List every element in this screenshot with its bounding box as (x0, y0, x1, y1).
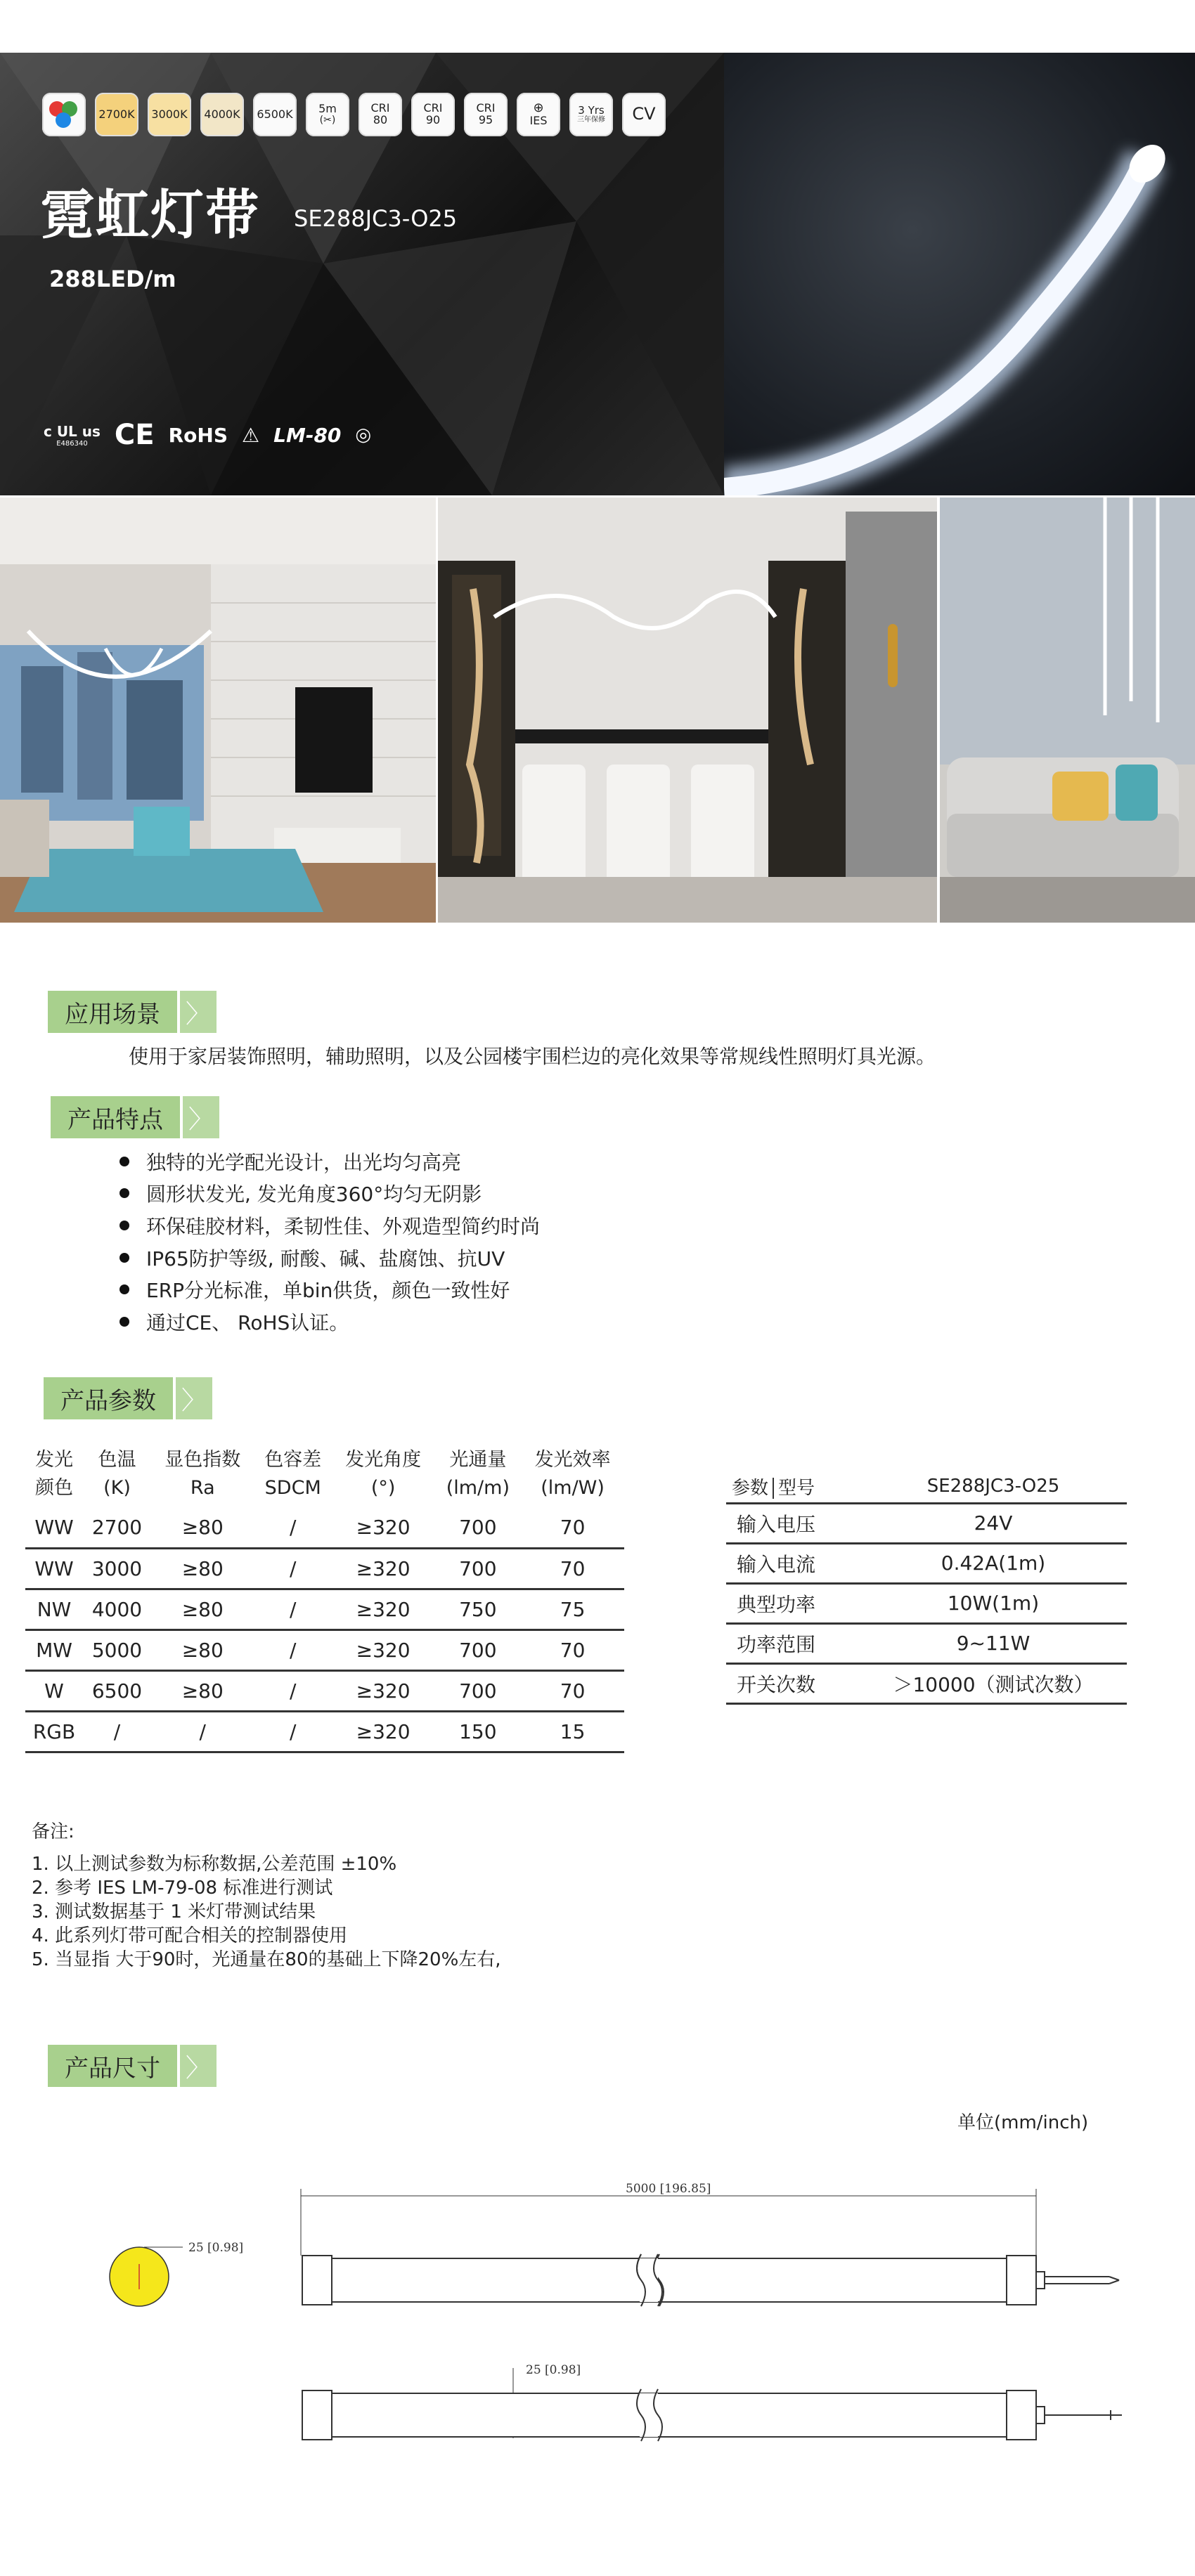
application-description: 使用于家居装饰照明，辅助照明，以及公园楼宇围栏边的亮化效果等常规线性照明灯具光源。 (129, 1045, 936, 1068)
table-cell: 700 (435, 1670, 522, 1711)
table-cell: / (151, 1711, 254, 1752)
cct-badge-4000: 4000K (200, 93, 244, 136)
table-cell: 3000 (83, 1548, 151, 1589)
rohs-logo: RoHS (168, 423, 228, 447)
bullet-icon (119, 1188, 129, 1198)
cri-badge-90: CRI 90 (411, 93, 455, 136)
warning-triangle-icon: ⚠ (242, 423, 260, 447)
table-cell: ≥80 (151, 1670, 254, 1711)
length-badge (306, 93, 349, 136)
warranty-badge (569, 93, 613, 136)
ies-badge (517, 93, 560, 136)
section-parameters (44, 1377, 212, 1419)
feature-list (119, 1145, 540, 1338)
chevron-right-icon: 〉 (180, 2045, 217, 2087)
table-cell: 70 (521, 1629, 624, 1670)
bullet-icon (119, 1253, 129, 1263)
column-header: 发光效率 (lm/W) (534, 1448, 611, 1499)
list-item: IP65防护等级, 耐酸、碱、盐腐蚀、抗UV (119, 1242, 540, 1274)
height-label: 25 [0.98] (526, 2363, 581, 2377)
cross-section (110, 2241, 243, 2306)
table-cell: 4000 (83, 1589, 151, 1629)
table-cell: 70 (521, 1670, 624, 1711)
table-cell: 700 (435, 1507, 522, 1548)
dimension-drawing (0, 2171, 1195, 2537)
table-row (25, 1629, 624, 1670)
table-cell: 6500 (83, 1670, 151, 1711)
product-title: 霓虹灯带 (41, 183, 260, 246)
table-row (726, 1623, 1127, 1663)
table-row (726, 1503, 1127, 1543)
led-density: 288LED/m (49, 266, 176, 292)
warranty-sub: 三年保修 (577, 115, 605, 124)
section-title: 产品特点 (51, 1096, 180, 1138)
table-cell: 15 (521, 1711, 624, 1752)
list-item: 环保硅胶材料，柔韧性佳、外观造型简约时尚 (119, 1209, 540, 1242)
list-item: 4. 此系列灯带可配合相关的控制器使用 (32, 1925, 348, 1946)
section-title: 应用场景 (48, 991, 177, 1033)
table-row (726, 1583, 1127, 1623)
table-cell: 750 (435, 1589, 522, 1629)
spec-value: 10W(1m) (860, 1583, 1127, 1623)
table-cell: 75 (521, 1589, 624, 1629)
notes-title: 备注: (32, 1821, 75, 1842)
neon-strip-image (724, 53, 1195, 495)
table-cell: 2700 (83, 1507, 151, 1548)
warranty-years: 3 Yrs (578, 103, 605, 117)
spec-table (726, 1471, 1127, 1705)
table-cell: ≥320 (332, 1670, 435, 1711)
column-header: 发光角度 (°) (345, 1448, 422, 1499)
table-cell: WW (25, 1548, 83, 1589)
living-room-photo (0, 497, 436, 923)
list-item: 1. 以上测试参数为标称数据,公差范围 ±10% (32, 1854, 397, 1875)
table-cell: NW (25, 1589, 83, 1629)
spec-key: 开关次数 (726, 1663, 860, 1703)
table-cell: 70 (521, 1548, 624, 1589)
length-label: 5000 [196.85] (626, 2182, 711, 2196)
cct-badge-2700: 2700K (95, 93, 138, 136)
spec-key: 功率范围 (726, 1623, 860, 1663)
spec-key: 输入电流 (726, 1543, 860, 1583)
product-model: SE288JC3-O25 (294, 205, 458, 232)
table-cell: 700 (435, 1629, 522, 1670)
table-row (25, 1507, 624, 1548)
table-cell: ≥320 (332, 1507, 435, 1548)
diameter-label: 25 [0.98] (188, 2241, 244, 2255)
length-label: 5m (318, 102, 337, 116)
table-cell: MW (25, 1629, 83, 1670)
column-header: 参数 型号 (726, 1471, 860, 1503)
list-item: ERP分光标准，单bin供货，颜色一致性好 (119, 1273, 540, 1306)
column-header: 显色指数 Ra (164, 1448, 241, 1499)
table-cell: / (254, 1670, 332, 1711)
table-cell: RGB (25, 1711, 83, 1752)
cri-badge-80: CRI 80 (358, 93, 402, 136)
rgb-icon (42, 93, 86, 136)
chevron-right-icon: 〉 (183, 1096, 219, 1138)
cv-badge: CV (622, 93, 666, 136)
table-cell: ≥80 (151, 1507, 254, 1548)
hero-banner (0, 0, 1195, 495)
table-row (726, 1663, 1127, 1703)
unit-label: 单位(mm/inch) (957, 2112, 1089, 2133)
chevron-right-icon: 〉 (180, 991, 217, 1033)
table-cell: ≥80 (151, 1589, 254, 1629)
spec-key: 输入电压 (726, 1503, 860, 1543)
spec-value: 9~11W (860, 1623, 1127, 1663)
spec-value: 0.42A(1m) (860, 1543, 1127, 1583)
strip-top-view (301, 2182, 1119, 2306)
spec-value: 24V (860, 1503, 1127, 1543)
section-title: 产品尺寸 (48, 2045, 177, 2087)
table-cell: W (25, 1670, 83, 1711)
table-cell: / (254, 1589, 332, 1629)
dining-room-photo (438, 497, 937, 923)
bullet-icon (119, 1221, 129, 1230)
list-item: 圆形状发光, 发光角度360°均匀无阴影 (119, 1178, 540, 1210)
table-cell: / (254, 1629, 332, 1670)
hero-product-photo (724, 53, 1195, 495)
section-title: 产品参数 (44, 1377, 173, 1419)
column-header: 色容差 SDCM (264, 1448, 322, 1499)
column-header: 色温 (K) (98, 1448, 136, 1499)
cut-icon: (✂) (319, 115, 336, 126)
ul-logo: c UL us E486340 (44, 422, 101, 448)
table-row (726, 1543, 1127, 1583)
application-photos (0, 497, 1195, 923)
notes-block (32, 1820, 501, 1972)
table-cell: 150 (435, 1711, 522, 1752)
bullet-icon (119, 1157, 129, 1166)
ce-logo: CE (114, 419, 155, 451)
list-item: 3. 测试数据基于 1 米灯带测试结果 (32, 1901, 316, 1923)
list-item: 通过CE、 RoHS认证。 (119, 1306, 540, 1338)
lm80-logo: LM-80 (273, 423, 342, 447)
cri-badge-95: CRI 95 (464, 93, 508, 136)
table-header-row (726, 1471, 1127, 1503)
lamp-icon: ⊕ (533, 100, 544, 116)
table-cell: / (83, 1711, 151, 1752)
column-header: SE288JC3-O25 (860, 1471, 1127, 1503)
table-cell: / (254, 1507, 332, 1548)
spec-value: ＞10000（测试次数） (860, 1663, 1127, 1703)
strip-side-view (302, 2363, 1122, 2441)
bullet-icon (119, 1317, 129, 1327)
spec-key: 典型功率 (726, 1583, 860, 1623)
table-row (25, 1711, 624, 1752)
intertek-logo: ◎ (355, 424, 372, 445)
table-cell: / (254, 1548, 332, 1589)
section-application (48, 991, 217, 1033)
sofa-photo (940, 497, 1195, 923)
table-cell: ≥320 (332, 1589, 435, 1629)
table-row (25, 1548, 624, 1589)
parameter-table (25, 1440, 624, 1753)
list-item: 2. 参考 IES LM-79-08 标准进行测试 (32, 1878, 333, 1899)
table-header-row (25, 1440, 624, 1507)
bullet-icon (119, 1284, 129, 1294)
section-features (51, 1096, 219, 1138)
table-cell: ≥80 (151, 1548, 254, 1589)
column-header: 光通量 (lm/m) (446, 1448, 510, 1499)
table-cell: 70 (521, 1507, 624, 1548)
table-row (25, 1589, 624, 1629)
table-row (25, 1670, 624, 1711)
list-item: 5. 当显指 大于90时，光通量在80的基础上下降20%左右, (32, 1949, 501, 1970)
list-item: 独特的光学配光设计，出光均匀高亮 (119, 1145, 540, 1178)
table-cell: / (254, 1711, 332, 1752)
certification-row (44, 419, 371, 451)
badge-row (42, 93, 666, 136)
table-cell: 5000 (83, 1629, 151, 1670)
table-cell: 700 (435, 1548, 522, 1589)
column-header: 发光 颜色 (35, 1448, 74, 1499)
table-cell: ≥320 (332, 1711, 435, 1752)
ies-label: IES (529, 114, 548, 128)
chevron-right-icon: 〉 (176, 1377, 212, 1419)
cct-badge-6500: 6500K (253, 93, 297, 136)
cct-badge-3000: 3000K (148, 93, 191, 136)
table-cell: WW (25, 1507, 83, 1548)
table-cell: ≥320 (332, 1548, 435, 1589)
table-cell: ≥80 (151, 1629, 254, 1670)
section-dimensions (48, 2045, 217, 2087)
table-cell: ≥320 (332, 1629, 435, 1670)
